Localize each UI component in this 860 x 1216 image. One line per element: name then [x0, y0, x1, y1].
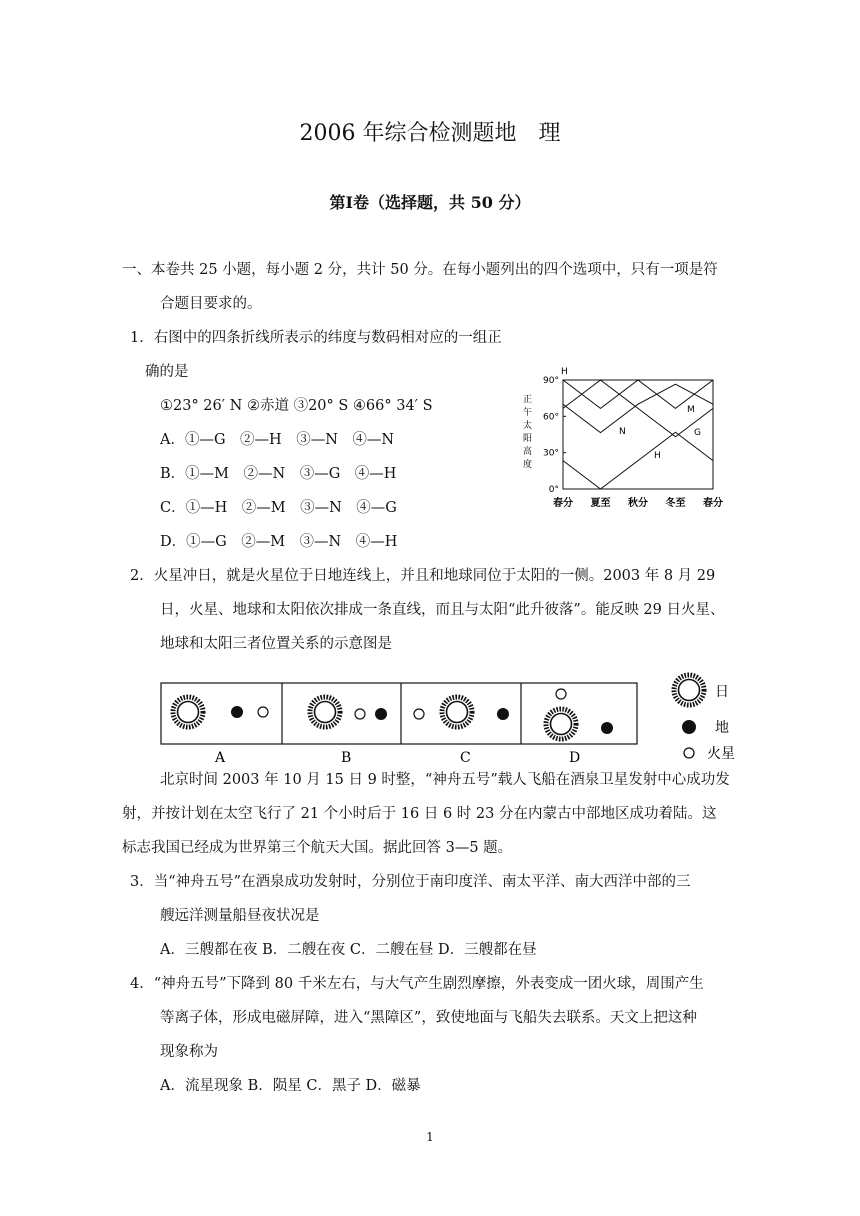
mars-icon [414, 709, 424, 719]
panel-label-d: D [569, 750, 581, 766]
section-instruction-line2: 合题目要求的。 [160, 296, 262, 312]
legend-sun-icon [674, 675, 704, 705]
y-axis-label [523, 394, 532, 470]
q1-stem-line1: 1．右图中的四条折线所表示的纬度与数码相对应的一组正 [130, 330, 502, 346]
planet-position-figure [155, 668, 755, 768]
q1-items: ①23° 26′ N ②赤道 ③20° S ④66° 34′ S [160, 398, 433, 414]
ylabel-char: 度 [523, 460, 533, 470]
passage-line1: 北京时间 2003 年 10 月 15 日 9 时整，“神舟五号”载人飞船在酒泉卫星发射中心成功发 [160, 772, 730, 788]
legend-mars-icon [684, 748, 694, 758]
y-tick-label: 30° [543, 448, 559, 459]
x-tick-label: 春分 [553, 498, 573, 509]
panel-c-diagram [414, 697, 509, 727]
panel-a-diagram [173, 697, 268, 727]
sun-icon [442, 697, 472, 727]
passage-line3: 标志我国已经成为世界第三个航天大国。据此回答 3—5 题。 [122, 840, 513, 856]
earth-icon [375, 708, 387, 720]
sun-icon [546, 709, 576, 739]
mars-icon [556, 689, 566, 699]
q1-option-a: A．①—G ②—H ③—N ④—N [160, 432, 395, 448]
ylabel-char: 正 [523, 395, 533, 405]
q3-options: A．三艘都在夜 B．二艘在夜 C．二艘在昼 D．三艘都在昼 [160, 942, 537, 958]
series-label-g: G [694, 428, 701, 438]
q1-option-b: B．①—M ②—N ③—G ④—H [160, 466, 397, 482]
ylabel-char: 太 [523, 421, 533, 431]
q1-stem-line2: 确的是 [145, 364, 189, 380]
y-tick-label: 60° [543, 412, 559, 423]
q4-stem-line2: 等离子体，形成电磁屏障，进入“黑障区”，致使地面与飞船失去联系。天文上把这种 [160, 1010, 697, 1026]
q2-stem-line3: 地球和太阳三者位置关系的示意图是 [160, 636, 392, 652]
legend-sun-label: 日 [715, 684, 729, 700]
ylabel-char: 高 [523, 447, 533, 457]
y-tick-label: 0° [548, 485, 559, 495]
panel-label-b: B [341, 750, 352, 766]
q1-option-c: C．①—H ②—M ③—N ④—G [160, 500, 397, 516]
plot-frame [563, 380, 713, 489]
q1-option-d: D．①—G ②—M ③—N ④—H [160, 534, 398, 550]
ylabel-char: 午 [523, 408, 533, 418]
x-tick-label: 冬至 [665, 498, 686, 509]
figure-legend [674, 675, 735, 762]
earth-icon [497, 708, 509, 720]
q3-stem-line1: 3．当“神舟五号”在酒泉成功发射时，分别位于南印度洋、南太平洋、南大西洋中部的三 [130, 874, 691, 890]
q4-options: A．流星现象 B．陨星 C．黑子 D．磁暴 [160, 1078, 421, 1094]
earth-icon [231, 706, 243, 718]
legend-earth-label: 地 [715, 720, 729, 736]
series-line-g [563, 432, 713, 489]
sun-altitude-chart [515, 362, 735, 512]
sun-icon [173, 697, 203, 727]
panel-b-diagram [310, 697, 387, 727]
page-title: 2006 年综合检测题地 理 [299, 121, 561, 146]
x-tick-label: 春分 [703, 498, 723, 509]
series-label-n: N [619, 427, 626, 437]
q2-stem-line2: 日，火星、地球和太阳依次排成一条直线，而且与太阳“此升彼落”。能反映 29 日火星、 [160, 602, 725, 618]
panel-label-c: C [460, 750, 471, 766]
q2-stem-line1: 2．火星冲日，就是火星位于日地连线上，并且和地球同位于太阳的一侧。2003 年 8 月 29 [130, 568, 716, 584]
legend-earth-icon [682, 720, 696, 734]
mars-icon [258, 707, 268, 717]
q4-stem-line1: 4．“神舟五号”下降到 80 千米左右，与大气产生剧烈摩擦，外表变成一团火球，周围产生 [130, 976, 704, 992]
mars-icon [355, 709, 365, 719]
ylabel-char: 阳 [523, 434, 533, 444]
x-tick-label: 夏至 [590, 498, 611, 509]
q3-stem-line2: 艘远洋测量船昼夜状况是 [160, 908, 320, 924]
section-instruction-line1: 一、本卷共 25 小题，每小题 2 分，共计 50 分。在每小题列出的四个选项中，只有一项是符 [122, 262, 718, 278]
passage-line2: 射，并按计划在太空飞行了 21 个小时后于 16 日 6 时 23 分在内蒙古中部地区成功着陆。这 [122, 806, 717, 822]
sun-icon [310, 697, 340, 727]
legend-mars-label: 火星 [707, 746, 735, 762]
section-title: 第Ⅰ卷（选择题，共 50 分） [329, 193, 531, 212]
page-number: 1 [426, 1130, 434, 1144]
earth-icon [601, 722, 613, 734]
series-label-h: H [561, 367, 568, 377]
q4-stem-line3: 现象称为 [160, 1044, 218, 1060]
series-label-m: M [687, 405, 695, 415]
y-tick-label: 90° [543, 376, 559, 386]
x-tick-label: 秋分 [628, 498, 648, 509]
panel-label-a: A [215, 750, 226, 766]
series-label-h: H [654, 451, 661, 461]
panel-d-diagram [546, 689, 613, 739]
